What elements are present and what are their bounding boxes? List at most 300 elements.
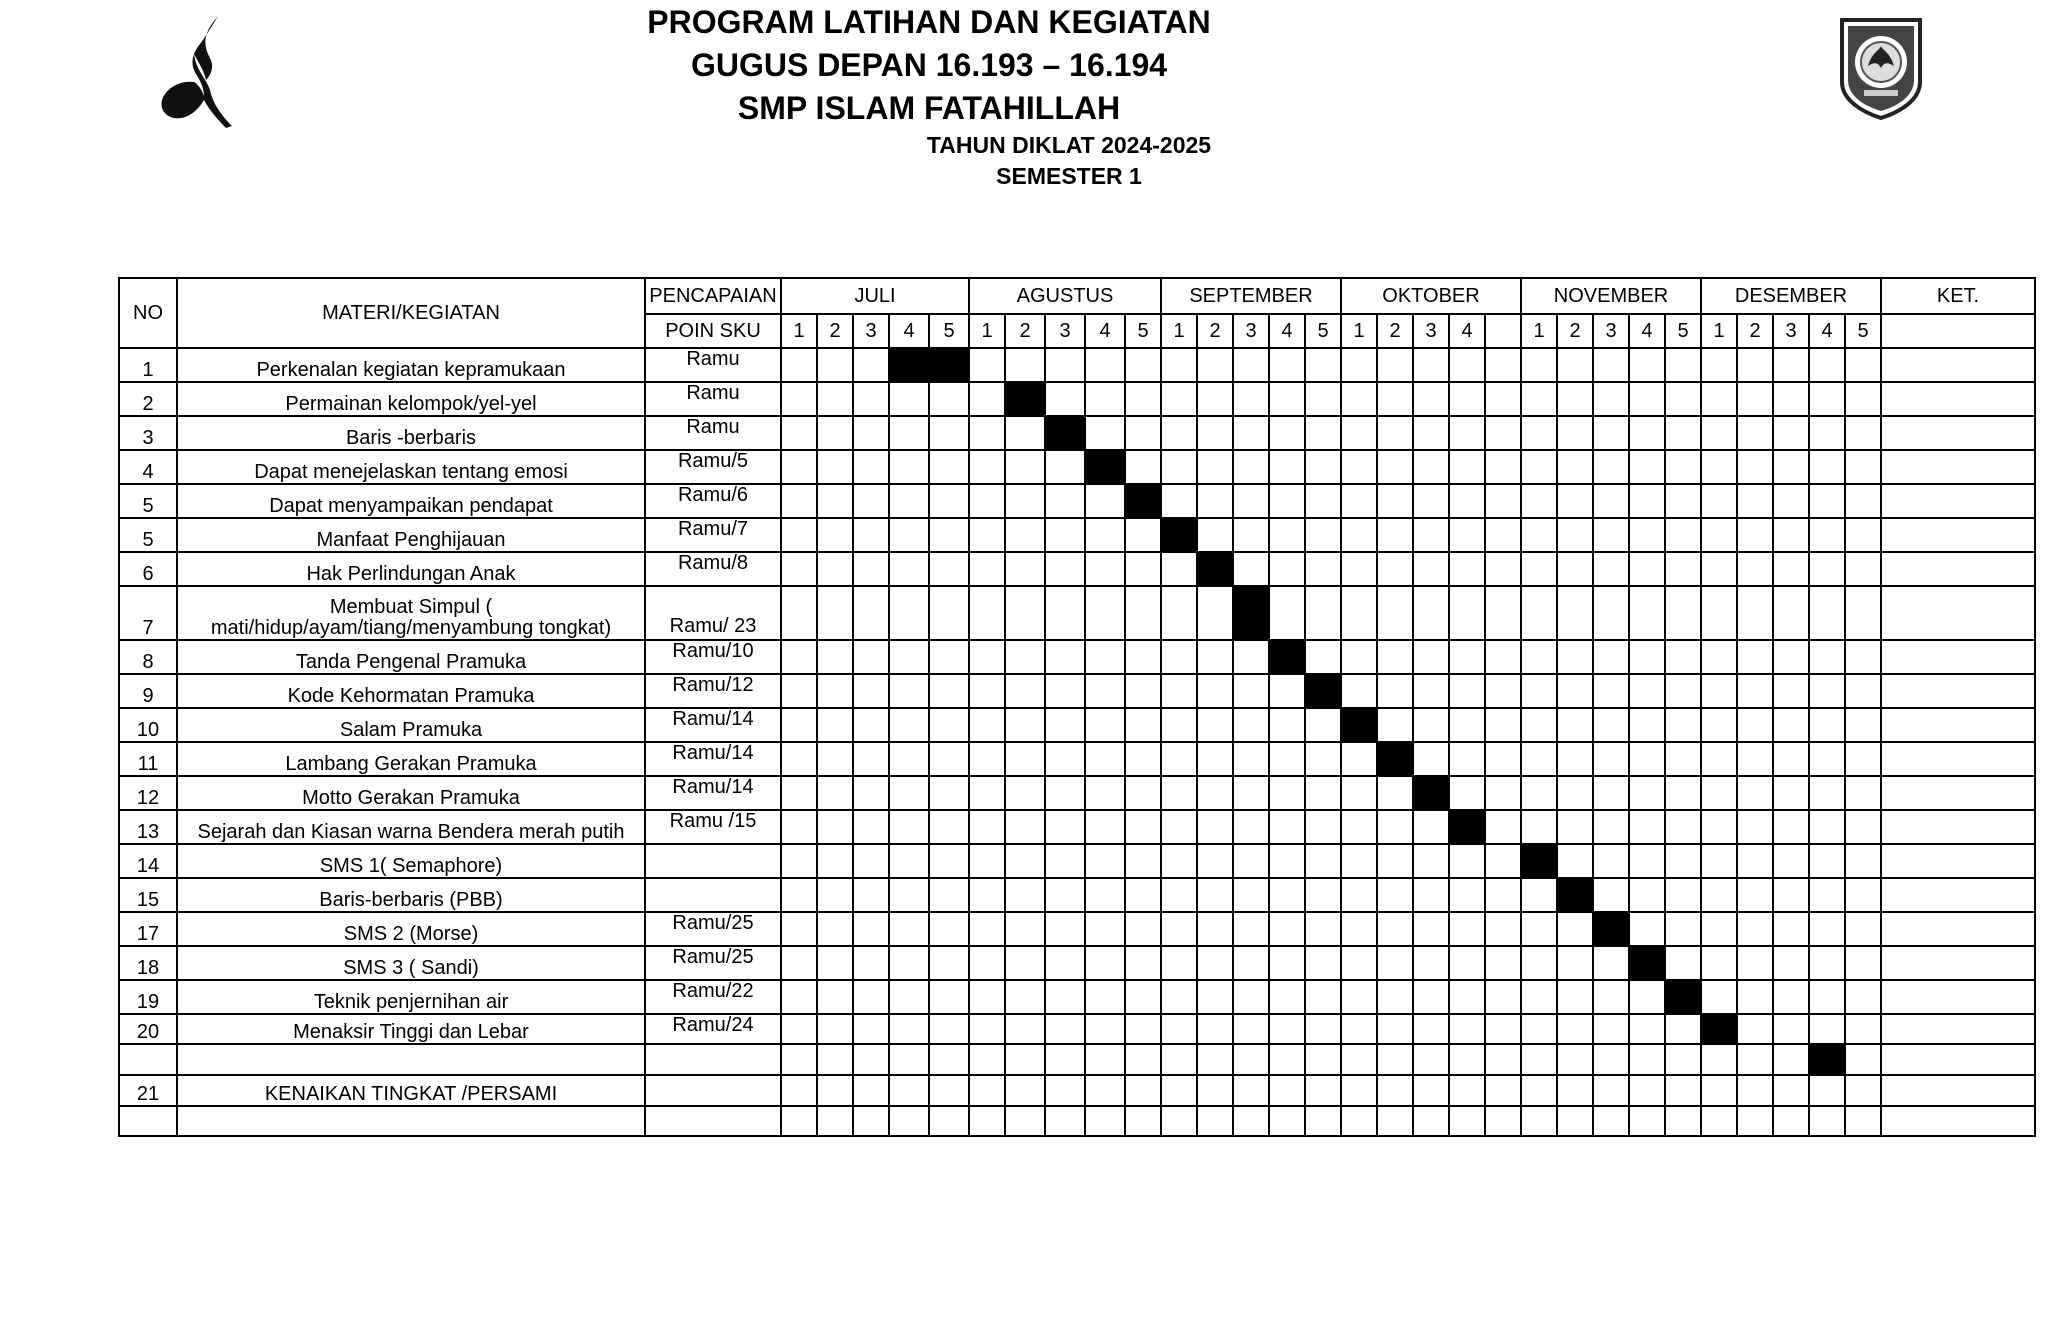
week-cell	[1809, 742, 1845, 776]
week-cell	[1045, 1044, 1085, 1075]
week-cell	[1045, 348, 1085, 382]
week-cell	[969, 1014, 1005, 1044]
week-cell	[969, 382, 1005, 416]
week-cell	[1125, 776, 1161, 810]
week-cell	[1269, 552, 1305, 586]
week-cell	[969, 586, 1005, 640]
week-cell	[1521, 586, 1557, 640]
week-cell	[853, 912, 889, 946]
row-materi: Baris -berbaris	[177, 416, 645, 450]
week-cell	[1629, 742, 1665, 776]
header-ket: KET.	[1881, 278, 2035, 314]
week-cell	[1629, 518, 1665, 552]
week-cell	[853, 776, 889, 810]
row-no: 15	[119, 878, 177, 912]
week-cell	[1197, 450, 1233, 484]
week-cell	[1377, 484, 1413, 518]
week-cell	[1557, 1106, 1593, 1136]
week-cell	[969, 844, 1005, 878]
week-cell	[1341, 674, 1377, 708]
scheduled-week-cell	[1045, 416, 1085, 450]
week-cell	[1737, 776, 1773, 810]
week-cell	[1161, 708, 1197, 742]
week-cell	[1341, 742, 1377, 776]
week-cell	[929, 640, 969, 674]
scheduled-week-cell	[1413, 776, 1449, 810]
week-cell	[1377, 1106, 1413, 1136]
week-cell	[1665, 1106, 1701, 1136]
week-header: 3	[853, 314, 889, 348]
week-cell	[1701, 810, 1737, 844]
week-cell	[969, 552, 1005, 586]
week-cell	[929, 484, 969, 518]
row-no: 11	[119, 742, 177, 776]
row-materi: Baris-berbaris (PBB)	[177, 878, 645, 912]
week-cell	[1809, 878, 1845, 912]
week-cell	[1485, 674, 1521, 708]
week-cell	[1085, 518, 1125, 552]
week-cell	[889, 640, 929, 674]
week-cell	[1737, 382, 1773, 416]
week-cell	[817, 586, 853, 640]
week-cell	[1737, 946, 1773, 980]
header-ket-blank	[1881, 314, 2035, 348]
week-cell	[1593, 1044, 1629, 1075]
week-cell	[1593, 844, 1629, 878]
week-cell	[1773, 980, 1809, 1014]
week-cell	[1005, 708, 1045, 742]
row-ket	[1881, 980, 2035, 1014]
week-cell	[1629, 450, 1665, 484]
week-cell	[1629, 640, 1665, 674]
week-cell	[1197, 742, 1233, 776]
week-cell	[929, 416, 969, 450]
scheduled-week-cell	[1701, 1014, 1737, 1044]
week-cell	[1197, 348, 1233, 382]
week-cell	[817, 382, 853, 416]
week-cell	[1809, 946, 1845, 980]
week-cell	[1413, 1044, 1449, 1075]
week-cell	[1377, 382, 1413, 416]
week-cell	[1449, 1044, 1485, 1075]
week-cell	[1125, 1106, 1161, 1136]
week-cell	[1557, 708, 1593, 742]
table-row	[119, 810, 2035, 844]
week-header: 2	[1197, 314, 1233, 348]
week-cell	[1197, 912, 1233, 946]
week-cell	[1377, 810, 1413, 844]
week-cell	[1521, 382, 1557, 416]
row-poin-sku: Ramu/25	[645, 912, 781, 946]
week-cell	[1701, 450, 1737, 484]
week-cell	[1413, 640, 1449, 674]
week-cell	[1737, 708, 1773, 742]
week-cell	[929, 742, 969, 776]
scheduled-week-cell	[1305, 674, 1341, 708]
week-cell	[1557, 416, 1593, 450]
week-header: 3	[1233, 314, 1269, 348]
week-cell	[1485, 586, 1521, 640]
week-cell	[1413, 674, 1449, 708]
week-cell	[1269, 1044, 1305, 1075]
week-cell	[1809, 912, 1845, 946]
week-cell	[1737, 1075, 1773, 1106]
week-cell	[1005, 518, 1045, 552]
week-cell	[1845, 382, 1881, 416]
week-cell	[1629, 674, 1665, 708]
week-cell	[1377, 552, 1413, 586]
week-cell	[1521, 416, 1557, 450]
week-cell	[1377, 586, 1413, 640]
table-row	[119, 1075, 2035, 1106]
week-cell	[929, 1044, 969, 1075]
week-cell	[1557, 776, 1593, 810]
week-cell	[1701, 484, 1737, 518]
week-cell	[1665, 586, 1701, 640]
week-cell	[853, 450, 889, 484]
week-cell	[1449, 640, 1485, 674]
week-cell	[1085, 416, 1125, 450]
week-cell	[853, 708, 889, 742]
row-ket	[1881, 844, 2035, 878]
week-cell	[1701, 674, 1737, 708]
row-poin-sku	[645, 1075, 781, 1106]
week-cell	[853, 674, 889, 708]
header-month-agustus: AGUSTUS	[969, 278, 1161, 314]
row-poin-sku: Ramu/25	[645, 946, 781, 980]
table-row	[119, 1106, 2035, 1136]
week-cell	[1161, 450, 1197, 484]
week-cell	[1305, 518, 1341, 552]
week-cell	[1845, 878, 1881, 912]
header-no: NO	[119, 278, 177, 348]
week-cell	[1701, 776, 1737, 810]
week-cell	[1809, 382, 1845, 416]
week-cell	[1197, 586, 1233, 640]
week-cell	[853, 980, 889, 1014]
week-cell	[1125, 674, 1161, 708]
week-cell	[853, 382, 889, 416]
week-cell	[1593, 708, 1629, 742]
week-cell	[1773, 946, 1809, 980]
week-cell	[1341, 586, 1377, 640]
week-cell	[781, 776, 817, 810]
scheduled-week-cell	[1809, 1044, 1845, 1075]
week-cell	[1125, 1044, 1161, 1075]
week-cell	[1485, 708, 1521, 742]
row-materi: Permainan kelompok/yel-yel	[177, 382, 645, 416]
scheduled-week-cell	[1521, 844, 1557, 878]
week-cell	[1485, 450, 1521, 484]
week-cell	[1485, 810, 1521, 844]
week-cell	[1045, 912, 1085, 946]
week-cell	[1085, 348, 1125, 382]
week-cell	[1809, 348, 1845, 382]
week-cell	[1557, 484, 1593, 518]
week-header: 5	[929, 314, 969, 348]
week-cell	[969, 416, 1005, 450]
week-cell	[1269, 450, 1305, 484]
week-cell	[1197, 640, 1233, 674]
row-materi: Tanda Pengenal Pramuka	[177, 640, 645, 674]
week-cell	[1269, 1075, 1305, 1106]
week-cell	[1809, 484, 1845, 518]
week-cell	[1809, 640, 1845, 674]
week-cell	[817, 1106, 853, 1136]
week-cell	[1045, 878, 1085, 912]
row-materi	[177, 1044, 645, 1075]
week-cell	[853, 1044, 889, 1075]
week-cell	[1773, 1044, 1809, 1075]
week-cell	[1005, 348, 1045, 382]
week-cell	[1413, 878, 1449, 912]
row-materi: Menaksir Tinggi dan Lebar	[177, 1014, 645, 1044]
week-cell	[1485, 1075, 1521, 1106]
week-cell	[1773, 450, 1809, 484]
week-cell	[1233, 1075, 1269, 1106]
week-cell	[1377, 1075, 1413, 1106]
row-poin-sku: Ramu/8	[645, 552, 781, 586]
week-cell	[1305, 348, 1341, 382]
week-cell	[1449, 776, 1485, 810]
week-cell	[1593, 416, 1629, 450]
week-cell	[1377, 416, 1413, 450]
week-cell	[1161, 640, 1197, 674]
week-cell	[1341, 450, 1377, 484]
week-cell	[1233, 1106, 1269, 1136]
week-cell	[1305, 416, 1341, 450]
week-header: 4	[1269, 314, 1305, 348]
week-cell	[1413, 1075, 1449, 1106]
week-cell	[1665, 912, 1701, 946]
header-month-desember: DESEMBER	[1701, 278, 1881, 314]
week-cell	[1485, 484, 1521, 518]
week-cell	[1593, 640, 1629, 674]
week-cell	[889, 382, 929, 416]
week-cell	[969, 674, 1005, 708]
header-month-november: NOVEMBER	[1521, 278, 1701, 314]
week-cell	[1233, 674, 1269, 708]
week-cell	[1773, 878, 1809, 912]
week-cell	[1449, 742, 1485, 776]
week-cell	[1629, 878, 1665, 912]
week-cell	[1197, 674, 1233, 708]
week-cell	[1845, 1014, 1881, 1044]
row-materi: Perkenalan kegiatan kepramukaan	[177, 348, 645, 382]
row-ket	[1881, 674, 2035, 708]
week-cell	[1341, 552, 1377, 586]
header-poin-sku: POIN SKU	[645, 314, 781, 348]
week-cell	[1521, 1106, 1557, 1136]
week-cell	[1485, 742, 1521, 776]
row-poin-sku: Ramu/6	[645, 484, 781, 518]
week-cell	[781, 640, 817, 674]
scheduled-week-cell	[929, 348, 969, 382]
week-cell	[1521, 674, 1557, 708]
row-materi: Kode Kehormatan Pramuka	[177, 674, 645, 708]
week-cell	[1449, 552, 1485, 586]
week-cell	[817, 450, 853, 484]
week-cell	[929, 382, 969, 416]
week-cell	[1005, 1106, 1045, 1136]
week-cell	[1269, 382, 1305, 416]
week-cell	[969, 776, 1005, 810]
week-cell	[853, 586, 889, 640]
week-cell	[1485, 776, 1521, 810]
week-cell	[1125, 640, 1161, 674]
week-cell	[1521, 348, 1557, 382]
week-cell	[1629, 1106, 1665, 1136]
week-cell	[1269, 586, 1305, 640]
row-ket	[1881, 552, 2035, 586]
week-cell	[1737, 674, 1773, 708]
week-cell	[969, 946, 1005, 980]
week-cell	[1085, 1044, 1125, 1075]
row-no: 20	[119, 1014, 177, 1044]
week-cell	[1085, 674, 1125, 708]
week-cell	[1845, 708, 1881, 742]
week-cell	[1085, 552, 1125, 586]
week-cell	[1413, 382, 1449, 416]
week-cell	[1845, 946, 1881, 980]
week-cell	[929, 980, 969, 1014]
week-cell	[1773, 552, 1809, 586]
week-cell	[1773, 484, 1809, 518]
week-cell	[1773, 382, 1809, 416]
week-cell	[1521, 484, 1557, 518]
week-cell	[1045, 742, 1085, 776]
row-no: 5	[119, 484, 177, 518]
row-no: 2	[119, 382, 177, 416]
week-cell	[969, 1106, 1005, 1136]
week-cell	[1005, 776, 1045, 810]
week-cell	[1845, 912, 1881, 946]
week-cell	[1377, 348, 1413, 382]
week-cell	[781, 1044, 817, 1075]
week-cell	[1341, 382, 1377, 416]
row-no: 4	[119, 450, 177, 484]
week-cell	[1593, 382, 1629, 416]
week-cell	[1305, 552, 1341, 586]
week-cell	[1449, 708, 1485, 742]
week-cell	[1485, 1044, 1521, 1075]
week-cell	[1557, 348, 1593, 382]
week-cell	[1305, 586, 1341, 640]
week-cell	[1665, 518, 1701, 552]
week-cell	[1809, 1106, 1845, 1136]
table-row	[119, 348, 2035, 382]
week-cell	[1341, 1075, 1377, 1106]
week-cell	[781, 518, 817, 552]
week-cell	[1305, 810, 1341, 844]
week-cell	[1413, 484, 1449, 518]
title-school: SMP ISLAM FATAHILLAH	[737, 90, 1121, 126]
week-cell	[1197, 776, 1233, 810]
header-materi: MATERI/KEGIATAN	[177, 278, 645, 348]
week-cell	[1557, 552, 1593, 586]
table-row	[119, 1014, 2035, 1044]
week-cell	[1737, 518, 1773, 552]
week-cell	[1125, 450, 1161, 484]
week-cell	[1665, 946, 1701, 980]
week-cell	[969, 708, 1005, 742]
week-cell	[781, 484, 817, 518]
week-cell	[817, 1014, 853, 1044]
header-month-juli: JULI	[781, 278, 969, 314]
week-cell	[1377, 946, 1413, 980]
week-cell	[1045, 450, 1085, 484]
row-ket	[1881, 1075, 2035, 1106]
week-cell	[889, 844, 929, 878]
week-cell	[969, 484, 1005, 518]
row-materi-line1: Membuat Simpul (	[329, 596, 493, 618]
row-materi-line2: mati/hidup/ayam/tiang/menyambung tongkat)	[210, 617, 612, 639]
week-cell	[1005, 416, 1045, 450]
week-cell	[1665, 382, 1701, 416]
week-cell	[1341, 946, 1377, 980]
week-cell	[1485, 640, 1521, 674]
week-cell	[853, 946, 889, 980]
week-header: 2	[1557, 314, 1593, 348]
row-no: 8	[119, 640, 177, 674]
week-cell	[853, 484, 889, 518]
week-cell	[1233, 450, 1269, 484]
week-cell	[1413, 552, 1449, 586]
week-cell	[1629, 708, 1665, 742]
week-cell	[1557, 640, 1593, 674]
week-cell	[1005, 450, 1045, 484]
row-no: 21	[119, 1075, 177, 1106]
week-cell	[1125, 1075, 1161, 1106]
week-header: 1	[1701, 314, 1737, 348]
week-cell	[1737, 416, 1773, 450]
week-cell	[1269, 484, 1305, 518]
row-poin-sku: Ramu/14	[645, 776, 781, 810]
week-cell	[889, 518, 929, 552]
week-header: 3	[1593, 314, 1629, 348]
week-cell	[1197, 708, 1233, 742]
week-header: 4	[1085, 314, 1125, 348]
week-cell	[1773, 844, 1809, 878]
row-ket	[1881, 1014, 2035, 1044]
week-cell	[1413, 518, 1449, 552]
week-cell	[1665, 552, 1701, 586]
week-cell	[1665, 484, 1701, 518]
week-cell	[817, 674, 853, 708]
week-cell	[1665, 742, 1701, 776]
week-cell	[1233, 640, 1269, 674]
week-cell	[1845, 980, 1881, 1014]
week-cell	[1161, 878, 1197, 912]
scheduled-week-cell	[1085, 450, 1125, 484]
week-cell	[1045, 1106, 1085, 1136]
scheduled-week-cell	[1269, 640, 1305, 674]
week-cell	[1665, 878, 1701, 912]
week-cell	[1593, 518, 1629, 552]
week-cell	[1665, 416, 1701, 450]
week-cell	[1449, 946, 1485, 980]
week-cell	[1125, 1014, 1161, 1044]
week-cell	[1413, 742, 1449, 776]
week-cell	[1413, 1106, 1449, 1136]
week-cell	[1233, 878, 1269, 912]
week-cell	[853, 552, 889, 586]
week-cell	[1485, 912, 1521, 946]
week-cell	[1665, 1075, 1701, 1106]
week-cell	[853, 416, 889, 450]
week-cell	[969, 742, 1005, 776]
week-cell	[1341, 912, 1377, 946]
